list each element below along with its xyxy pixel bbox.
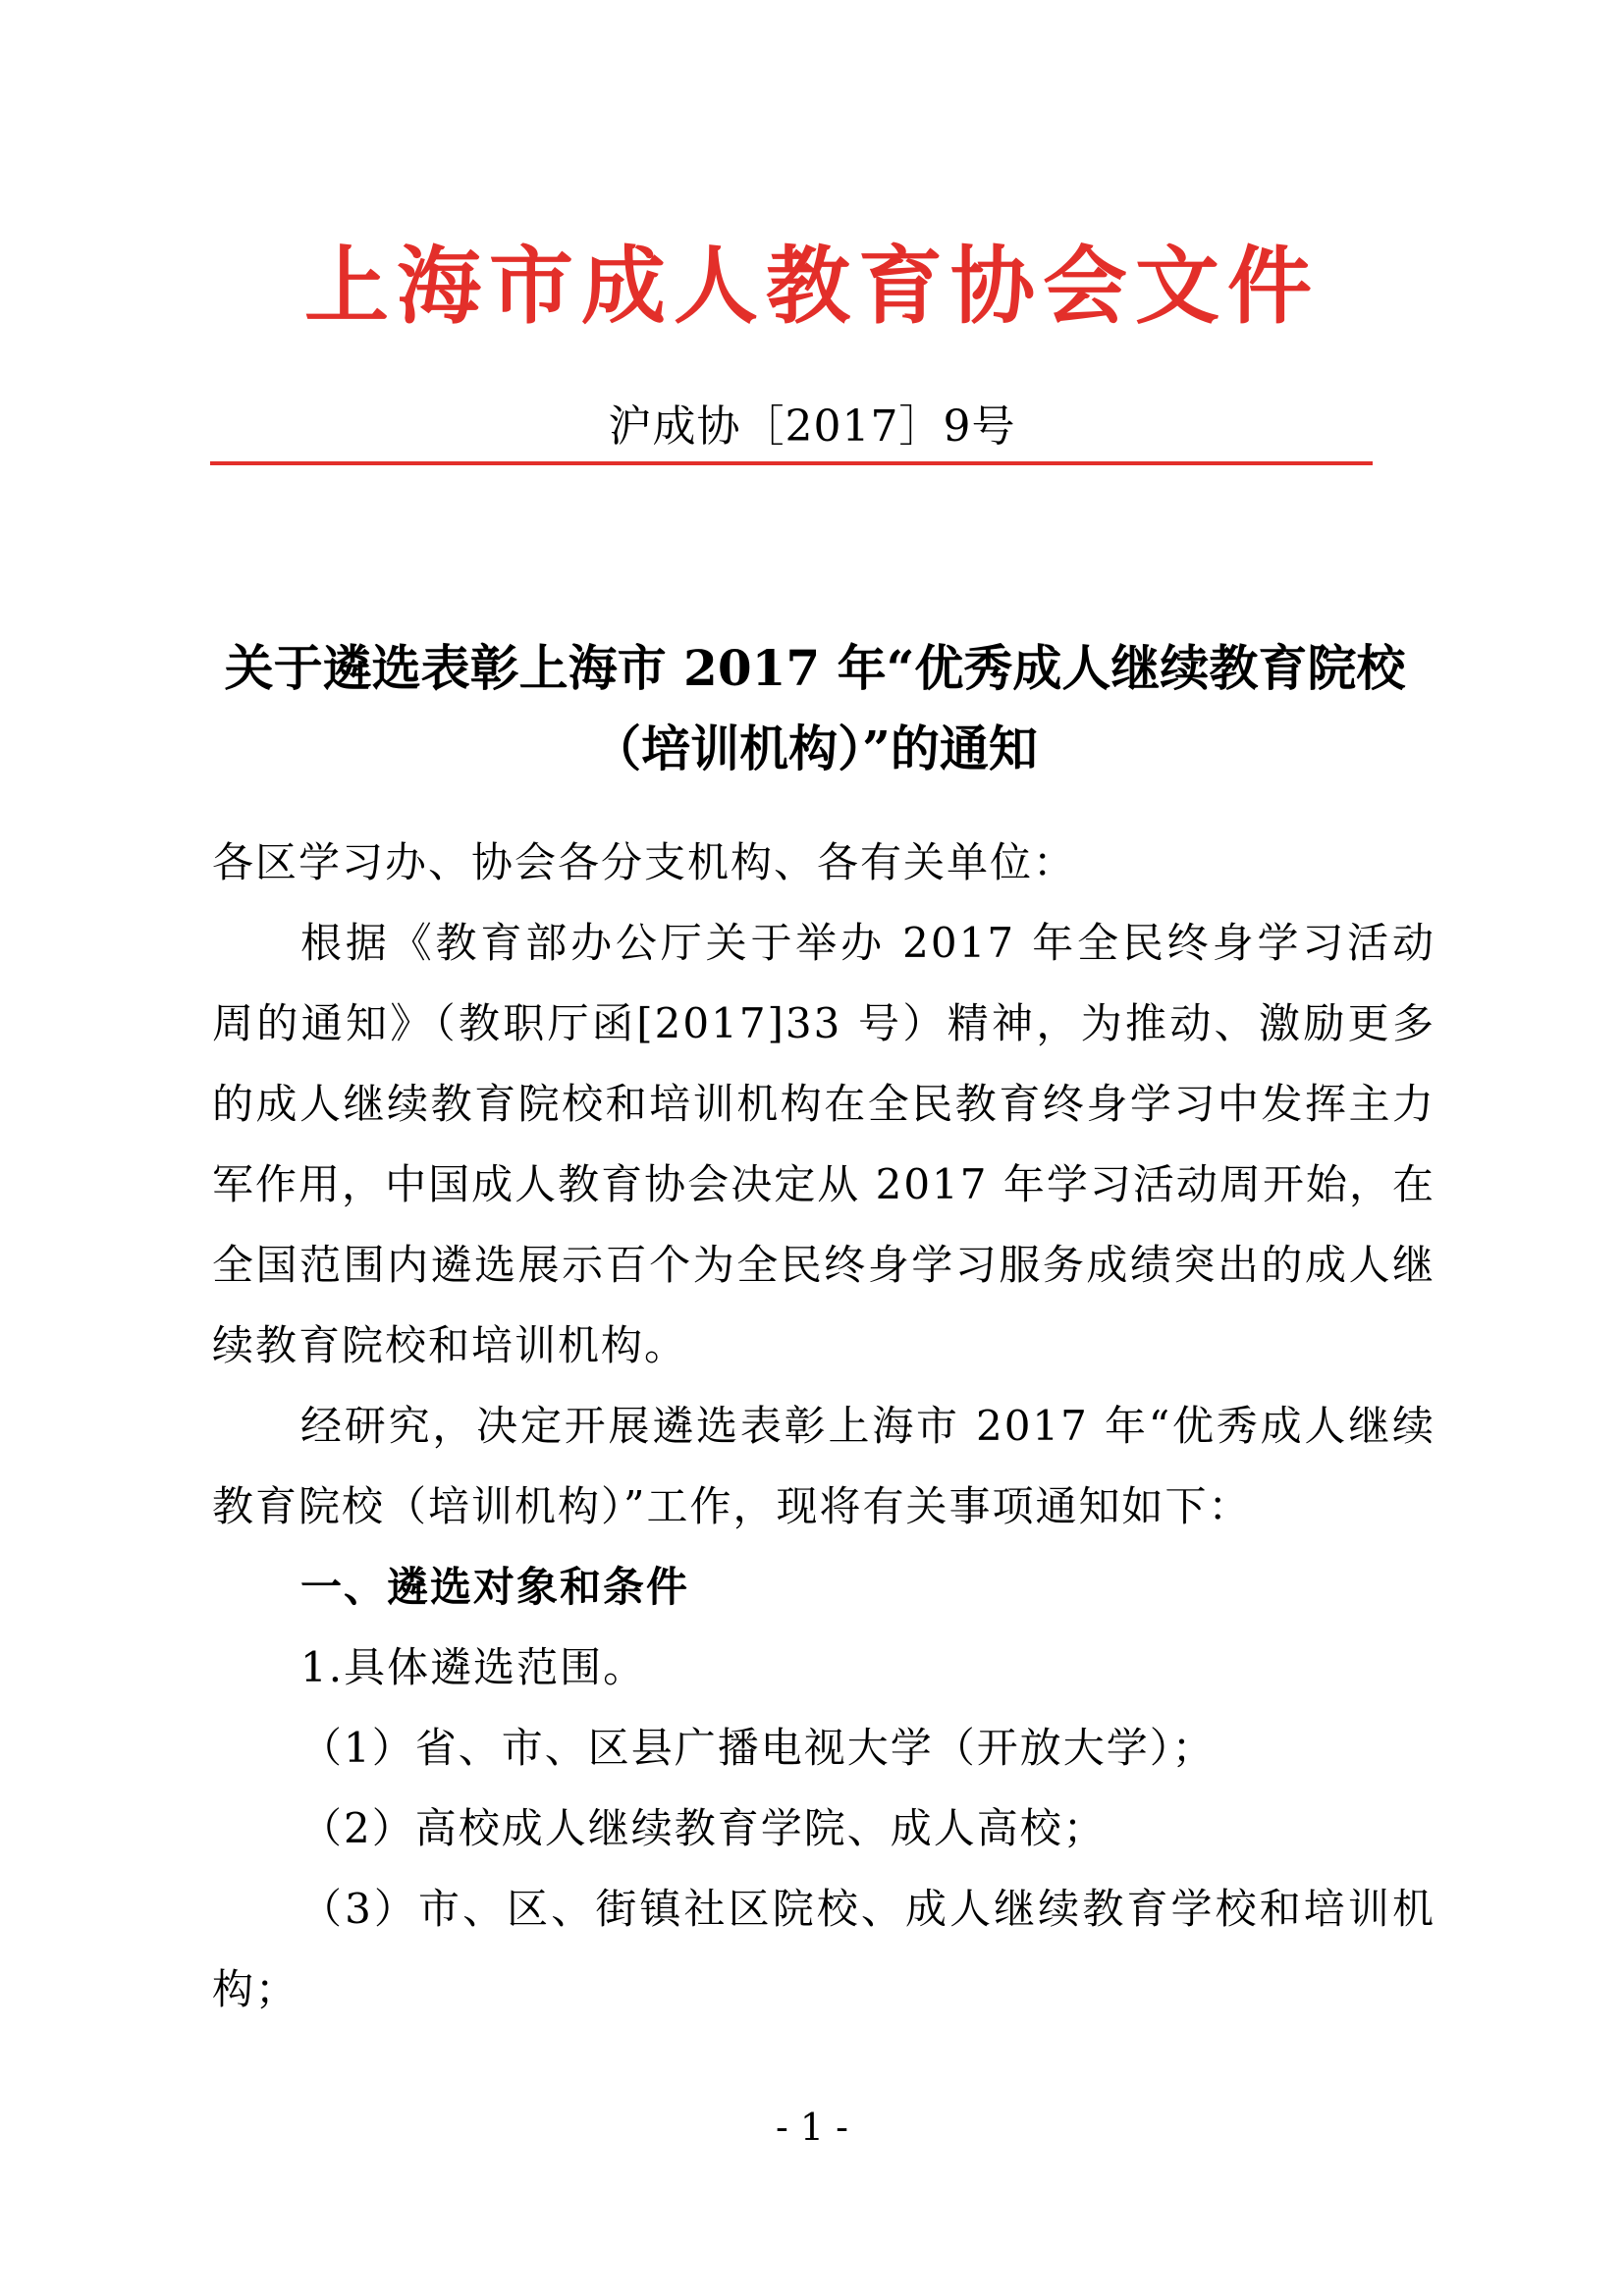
section-heading-1: 一、遴选对象和条件 bbox=[300, 1563, 690, 1611]
page-number: - 1 - bbox=[775, 2106, 848, 2149]
body-paragraph-1: 根据《教育部办公厅关于举办 2017 年全民终身学习活动周的通知》（教职厅函[2017]33 号）精神，为推动、激励更多的成人继续教育院校和培训机构在全民教育终身学习中发挥主力军作用，中国成人教育协会决定从 2017 年学习活动周开始，在全国范围内遴选展示百个为全民终身学习服务成绩突出的成人继续教育院校和培训机构。 bbox=[212, 919, 1435, 1369]
red-separator-line bbox=[210, 461, 1373, 465]
notice-title-line-2: （培训机构）”的通知 bbox=[592, 720, 1038, 777]
document-number: 沪成协［2017］9号 bbox=[608, 401, 1016, 452]
sub-item-3: （3）市、区、街镇社区院校、成人继续教育学校和培训机构； bbox=[212, 1885, 1435, 2013]
sub-item-1: （1）省、市、区县广播电视大学（开放大学）； bbox=[300, 1724, 1216, 1772]
issuing-organization-title: 上海市成人教育协会文件 bbox=[304, 238, 1320, 336]
addressee-line: 各区学习办、协会各分支机构、各有关单位： bbox=[212, 838, 1077, 886]
notice-body bbox=[212, 823, 1435, 2030]
sub-item-2: （2）高校成人继续教育学院、成人高校； bbox=[300, 1804, 1107, 1852]
body-paragraph-2: 经研究，决定开展遴选表彰上海市 2017 年“优秀成人继续教育院校（培训机构）”工作，现将有关事项通知如下： bbox=[212, 1402, 1435, 1530]
list-item-1: 1.具体遴选范围。 bbox=[300, 1643, 647, 1691]
notice-title-line-1: 关于遴选表彰上海市 2017 年“优秀成人继续教育院校 bbox=[224, 639, 1406, 697]
notice-title bbox=[196, 628, 1434, 789]
